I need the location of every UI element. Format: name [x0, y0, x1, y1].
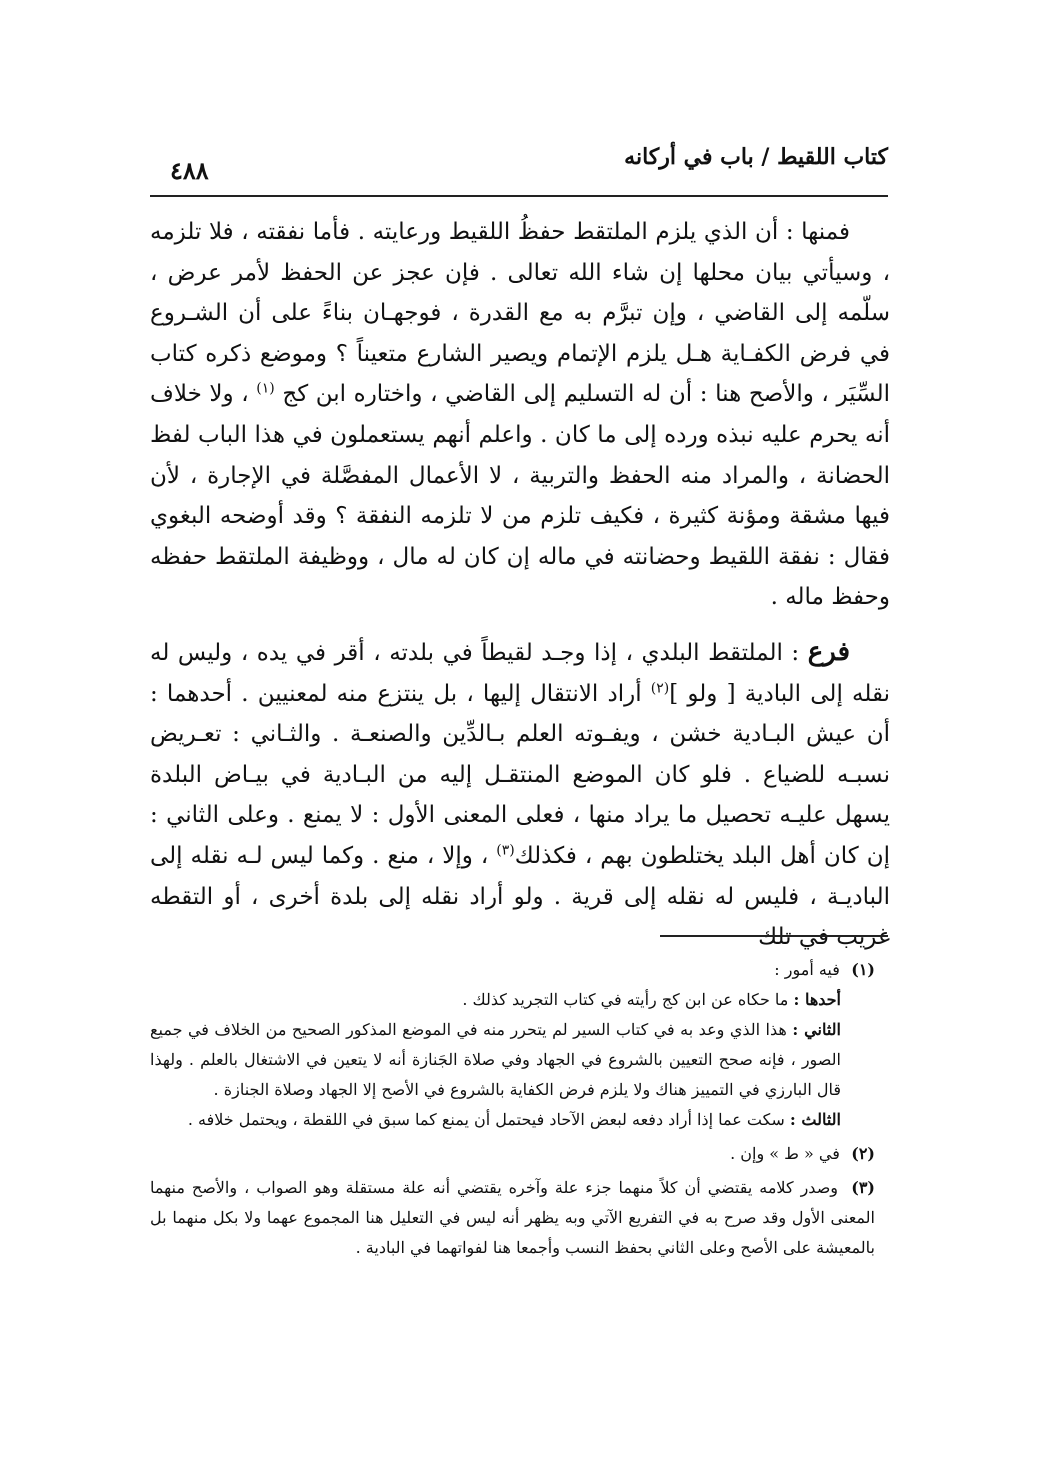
running-title: كتاب اللقيط / باب في أركانه — [624, 144, 888, 170]
main-text — [150, 212, 890, 958]
header-rule — [150, 195, 888, 197]
paragraph-1-text-b: ، ولا خلاف أنه يحرم عليه نبذه ورده إلى ما كان . واعلم أنهم يستعملون في هذا الباب لفظ الحضانة ، والمراد منه الحفظ والتربية ، لا الأعمال المفصَّلة في الإجارة ، لأن فيها مشقة ومؤنة كثيرة ، فكيف تلزم من لا تلزمه النفقة ؟ وقد أوضحه البغوي فقال : نفقة اللقيط وحضانته في ماله إن كان له مال ، ووظيفة الملتقط حفظه وحفظ ماله . — [150, 381, 890, 611]
paragraph-1-text-a: فمنها : أن الذي يلزم الملتقط حفظُ اللقيط ورعايته . فأما نفقته ، فلا تلزمه ، وسيأتي بيان محلها إن شاء الله تعالى . فإن عجز عن الحفظ لأمر عرض ، سلّمه إلى القاضي ، وإن تبرَّم به مع القدرة ، فوجهـان بناءً على أن الشـروع في فرض الكفـاية هـل يلزم الإتمام ويصير الشارع متعيناً ؟ وموضع ذكره كتاب السِّيَر ، والأصح هنا : أن له التسليم إلى القاضي ، واختاره ابن كج — [150, 219, 890, 408]
footnote-1-number: (١) — [851, 960, 875, 979]
footnote-rule — [660, 935, 888, 937]
page-number: ٤٨٨ — [170, 156, 209, 185]
footnote-1-third-text: سكت عما إذا أراد دفعه لبعض الآحاد فيحتمل أن يمنع كما سبق في اللقطة ، ويحتمل خلافه . — [187, 1110, 785, 1129]
footnote-1-second-text: هذا الذي وعد به في كتاب السير لم يتحرر منه في الموضع المذكور الصحيح من الخلاف في جميع الصور ، فإنه صحح التعيين بالشروع في الجهاد وفي صلاة الجَنازة أنه لا يتعين في الاشتغال بالعلم . ولهذا قال البارزي في التمييز هناك ولا يلزم فرض الكفاية بالشروع في الأصح إلا الجهاد وصلاة الجنازة . — [150, 1020, 841, 1099]
paragraph-2 — [150, 632, 890, 958]
footnote-3-number: (٣) — [851, 1178, 875, 1197]
footnote-1-second — [150, 1015, 875, 1105]
section-keyword: فرع — [807, 636, 851, 667]
footnote-3-line — [150, 1173, 875, 1263]
footnote-3 — [150, 1173, 875, 1263]
footnote-2-number: (٢) — [851, 1144, 875, 1163]
paragraph-1 — [150, 212, 890, 618]
footnote-1-first-label: أحدها : — [793, 990, 841, 1009]
footnote-3-text: وصدر كلامه يقتضي أن كلاً منهما جزء علة وآخره يقتضي أنه علة مستقلة وهو الصواب ، والأصح منهما المعنى الأول وقد صرح به في التفريع الآتي وبه يظهر أنه ليس في التعليل هنا المجموع عهما ولا بكل منهما بل بالمعيشة على الأصح وعلى الثاني بحفظ النسب وأجمعا هنا لفواتهما في البادية . — [150, 1178, 875, 1257]
footnote-1-third — [150, 1105, 875, 1135]
paragraph-2-text-a: : الملتقط البلدي ، إذا وجـد لقيطاً في بلدته ، أقر في يده ، وليس له نقله إلى البادية [ ولو ] — [150, 639, 890, 707]
footnote-1-intro — [150, 955, 875, 985]
footnote-2-text: في « ط » وإن . — [730, 1144, 840, 1163]
paragraph-2-text-b: أراد الانتقال إليها ، بل ينتزع منه لمعنيين . أحدهما : أن عيش البـادية خشن ، ويفـوته العلم بـالدِّين والصنعـة . والثـاني : تعـريض نسبـه للضياع . فلو كان الموضع المنتقـل إليه من البـادية في بيـاض البلدة يسهل عليـه تحصيل ما يراد منها ، فعلى المعنى الأول : لا يمنع . وعلى الثاني : إن كان أهل البلد يختلطون بهم ، فكذلك — [150, 680, 890, 869]
paragraph-2-text-c: ، وإلا ، منع . وكما ليس لـه نقله إلى الباديـة ، فليس له نقله إلى قرية . ولو أراد نقله إلى بلدة أخرى ، أو التقطه غريب في تلك — [150, 842, 890, 951]
footnote-1-intro-text: فيه أمور : — [774, 960, 840, 979]
footnote-ref-2[interactable]: (٢) — [650, 679, 670, 696]
footnote-1-first — [150, 985, 875, 1015]
footnote-2 — [150, 1139, 875, 1169]
footnote-ref-3[interactable]: (٣) — [496, 842, 515, 859]
footnote-1-second-label: الثاني : — [792, 1020, 841, 1039]
footnote-1 — [150, 955, 875, 1135]
footnote-1-first-text: ما حكاه عن ابن كج رأيته في كتاب التجريد كذلك . — [462, 990, 789, 1009]
footnotes — [150, 955, 875, 1263]
footnote-2-line — [150, 1139, 875, 1169]
running-header — [150, 140, 888, 188]
footnote-1-third-label: الثالث : — [789, 1110, 841, 1129]
footnote-ref-1[interactable]: (١) — [256, 380, 275, 397]
